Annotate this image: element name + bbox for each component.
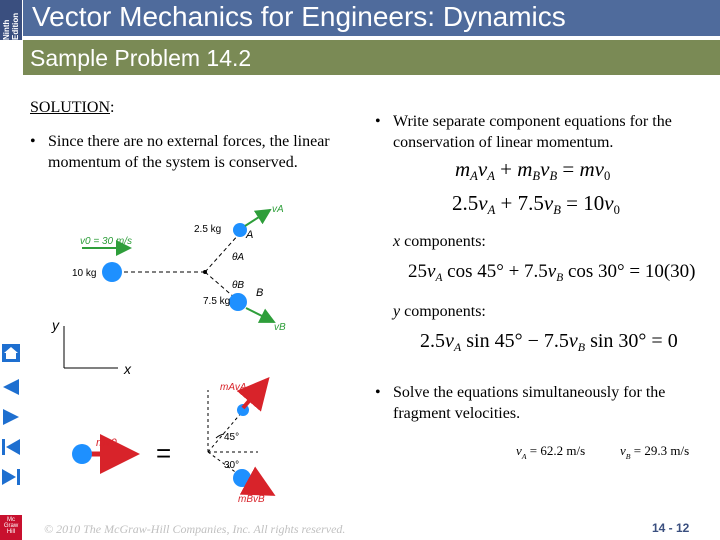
mAvA-label: mAvA	[220, 382, 247, 393]
mBvB-label: mBvB	[238, 494, 265, 505]
skip-forward-icon	[1, 467, 21, 487]
equals-sign: =	[156, 438, 172, 468]
next-slide-button[interactable]	[0, 406, 22, 428]
edition-label: Ninth Edition	[0, 0, 22, 40]
course-title: Vector Mechanics for Engineers: Dynamics	[32, 1, 566, 32]
fragment-B	[229, 293, 247, 311]
bullet-momentum-conserved: • Since there are no external forces, the linear momentum of the system is conserved.	[48, 131, 338, 173]
angle-30-label: 30°	[224, 460, 240, 471]
theta-A-label: θA	[232, 252, 245, 263]
label-A: A	[246, 229, 254, 241]
explosion-point	[203, 270, 207, 274]
momentum-diagram	[60, 372, 300, 507]
label-B: B	[256, 287, 264, 299]
v0-label: v0 = 30 m/s	[80, 236, 132, 247]
mv0-ball	[72, 444, 92, 464]
home-button[interactable]	[0, 342, 22, 364]
previous-slide-button[interactable]	[0, 376, 22, 398]
x-axis-label: x	[124, 361, 131, 376]
last-slide-button[interactable]	[0, 466, 22, 488]
copyright-notice: © 2010 The McGraw-Hill Companies, Inc. All rights reserved.	[44, 522, 346, 536]
result-vA: $v_A = 62.2$ m/s	[516, 443, 586, 461]
x-components-label: x components:	[393, 233, 486, 250]
home-icon	[1, 343, 21, 363]
y-axis-label: y	[52, 317, 59, 333]
sidebar	[0, 0, 23, 540]
bullet-solve-equations: • Solve the equations simultaneously for the fragment velocities.	[393, 382, 703, 424]
vA-label: vA	[272, 204, 284, 215]
first-slide-button[interactable]	[0, 436, 22, 458]
solution-heading: SOLUTION:	[30, 99, 115, 116]
mass-25-label: 2.5 kg	[194, 224, 222, 235]
triangle-left-icon	[1, 377, 21, 397]
mass-10-label: 10 kg	[72, 268, 97, 279]
mass-75-label: 7.5 kg	[203, 296, 231, 307]
vB-label: vB	[274, 322, 286, 333]
mBvB-arrow	[250, 482, 272, 494]
equation-x-components: $25v_A$ $\cos 45^\circ + 7.5v_B$ cos 30° = 10(30)	[408, 261, 696, 284]
mv0-label: mv0	[96, 437, 117, 449]
bullet-component-equations: • Write separate component equations for the conservation of linear momentum.	[393, 111, 693, 153]
page-number: 14 - 12	[652, 521, 690, 535]
equation-momentum-symbolic: $m_Av_A + m_Bv_B = mv_0$	[455, 157, 611, 183]
result-vB: $v_B = 29.3$ m/s	[620, 443, 690, 461]
vA-arrow	[245, 210, 270, 226]
equation-momentum-numeric: $2.5v_A + 7.5v_B = 10v_0$	[452, 191, 620, 217]
vB-arrow	[246, 308, 274, 322]
skip-back-icon	[1, 437, 21, 457]
fragment-B-ball	[233, 469, 251, 487]
theta-B-label: θB	[232, 280, 245, 291]
equation-y-components: $2.5v_A$ $\sin 45^\circ - 7.5v_B$ sin 30° = 0	[420, 330, 678, 354]
slide-title: Sample Problem 14.2	[30, 45, 252, 71]
path-B	[205, 272, 235, 298]
triangle-right-icon	[1, 407, 21, 427]
projectile-ball	[102, 262, 122, 282]
angle-45-label: 45°	[224, 432, 240, 443]
y-components-label: y components:	[393, 303, 486, 320]
publisher-logo: Mc Graw Hill	[0, 515, 22, 540]
mAvA-arrow	[243, 380, 267, 408]
coordinate-axes	[48, 314, 148, 376]
